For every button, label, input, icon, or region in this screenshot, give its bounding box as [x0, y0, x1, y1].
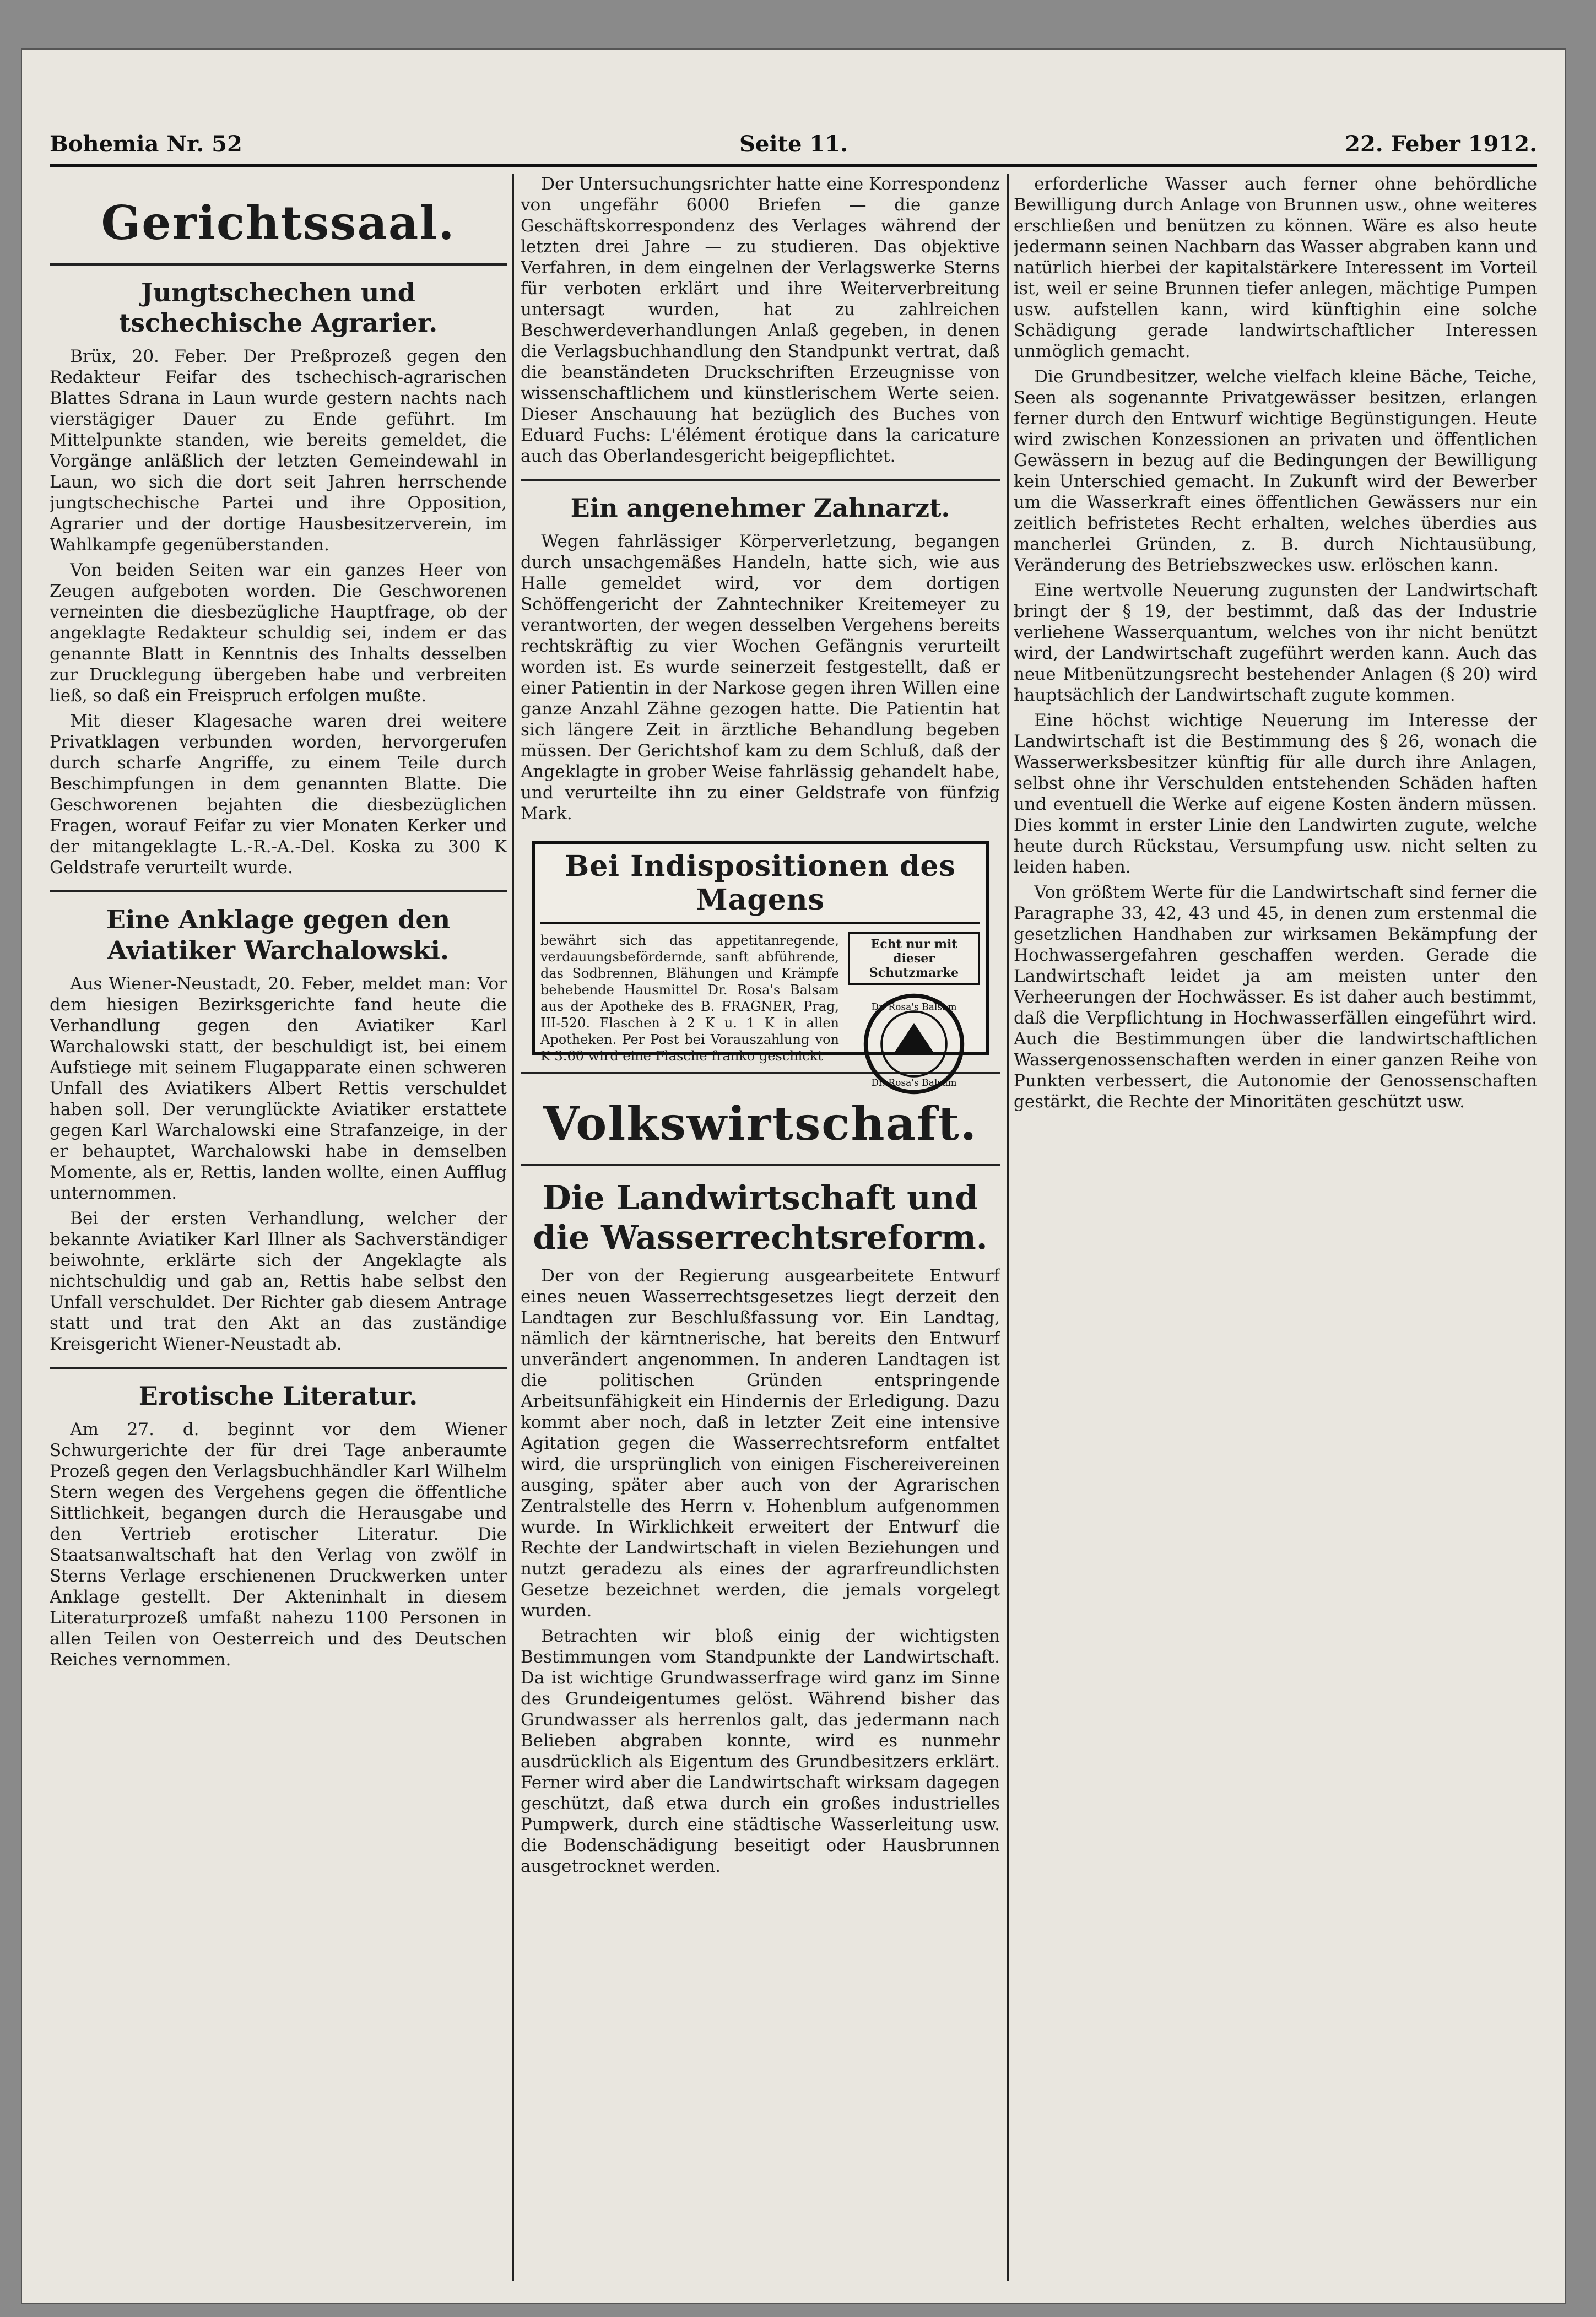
article-paragraph: erforderliche Wasser auch ferner ohne behördliche Bewilligung durch Anlage von Brunnen usw., ohne weiteres erschließen und benützen zu können. Wäre es also heute jedermann seinen Nachbarn das Wasser abgraben kann und natürlich hierbei der kapitalstärkere Interessent im Vorteil ist, weil er seine Brunnen tiefer anlegen, mächtige Pumpen usw. aufstellen kann, wird künftighin eine solche Schädigung gerade landwirtschaftlicher Interessen unmöglich gemacht.: [1014, 174, 1537, 361]
ad-body: [540, 932, 980, 1100]
divider: [521, 1164, 1000, 1166]
article-title-wasserrechtsreform: Die Landwirtschaft und die Wasserrechtsreform.: [533, 1179, 988, 1258]
header-page-number: Seite 11.: [739, 131, 848, 157]
divider: [50, 890, 507, 892]
column-separator-2: [1007, 174, 1009, 2281]
column-1: [50, 174, 507, 2281]
ad-trademark-note: Echt nur mit dieser Schutzmarke: [848, 932, 980, 985]
column-3: [1014, 174, 1537, 2281]
ad-text: [540, 932, 839, 1100]
article-paragraph: Der von der Regierung ausgearbeitete Entwurf eines neuen Wasserrechtsgesetzes liegt derzeit den Landtagen zur Beschlußfassung vor. Ein Landtag, nämlich der kärntnerische, hat bereits den Entwurf unverändert angenommen. In anderen Landtagen ist die politischen Gründen entspringende Arbeitsunfähigkeit ein Hindernis der Erledigung. Dazu kommt aber noch, daß in letzter Zeit eine intensive Agitation gegen die Wasserrechtsreform entfaltet wird, die ursprünglich von einigen Fischereivereinen ausging, später aber auch von der Agrarischen Zentralstelle des Herrn v. Hohenblum aufgenommen wurde. In Wirklichkeit erweitert der Entwurf die Rechte der Landwirtschaft in vielen Beziehungen und nutzt geradezu als eines der agrarfreundlichsten Gesetze bezeichnet werden, die jemals vorgelegt wurden.: [521, 1266, 1000, 1621]
article-title-warchalowski: Eine Anklage gegen den Aviatiker Warchalowski.: [106, 905, 451, 965]
divider: [521, 479, 1000, 481]
header-date: 22. Feber 1912.: [1345, 131, 1537, 157]
article-paragraph: Mit dieser Klagesache waren drei weitere Privatklagen verbunden worden, hervorgerufen durch scharfe Angriffe, zu einem Teile durch Beschimpfungen in dem genannten Blatte. Die Geschworenen bejahten die diesbezüglichen Fragen, worauf Feifar zu vier Monaten Kerker und der mitangeklagte L.-R.-A.-Del. Koska zu 300 K Geldstrafe verurteilt wurde.: [50, 711, 507, 878]
seal-text-top: Dr. Rosa's Balsam: [871, 1001, 957, 1013]
ad-headline: Bei Indispositionen des Magens: [540, 849, 980, 924]
trademark-seal-icon: [862, 992, 966, 1096]
section-title-gerichtssaal: Gerichtssaal.: [101, 196, 456, 250]
ad-copy: bewährt sich das appetitanregende, verdauungsbefördernde, sanft abführende, das Sodbrennen, Blähungen und Krämpfe behebende Hausmittel Dr. Rosa's Balsam aus der Apotheke des B. FRAGNER, Prag, III-520. Flaschen à 2 K u. 1 K in allen Apotheken. Per Post bei Vorauszahlung von K 3.60 wird eine Flasche franko geschickt: [540, 933, 839, 1064]
divider: [50, 263, 507, 266]
article-title-zahnarzt: Ein angenehmer Zahnarzt.: [570, 493, 950, 523]
section-title-volkswirtschaft: Volkswirtschaft.: [543, 1096, 978, 1151]
article-paragraph: Aus Wiener-Neustadt, 20. Feber, meldet man: Vor dem hiesigen Bezirksgerichte fand heute die Verhandlung gegen den Aviatiker Karl Warchalowski statt, der beschuldigt ist, bei einem Aufstiege mit seinem Flugapparate einen schweren Unfall des Aviatikers Albert Rettis verschuldet haben soll. Der verunglückte Aviatiker erstattete gegen Karl Warchalowski eine Strafanzeige, in der er behauptet, Warchalowski habe in demselben Momente, als er, Rettis, landen wollte, einen Aufflug unternommen.: [50, 973, 507, 1203]
column-2: [521, 174, 1000, 2281]
advertisement-balsam: [532, 841, 989, 1089]
article-paragraph: Wegen fahrlässiger Körperverletzung, begangen durch unsachgemäßes Handeln, hatte sich, wie aus Halle gemeldet wird, vor dem dortigen Schöffengericht der Zahntechniker Kreitemeyer zu verantworten, der wegen desselben Vergehens bereits rechtskräftig zu vier Wochen Gefängnis verurteilt worden ist. Es wurde seinerzeit festgestellt, daß er einer Patientin in der Narkose gegen ihren Willen eine ganze Anzahl Zähne gezogen hatte. Die Patientin hat sich längere Zeit in ärztliche Behandlung begeben müssen. Der Gerichtshof kam zu dem Schluß, daß der Angeklagte in grober Weise fahrlässig gehandelt habe, und verurteilte ihn zu einer Geldstrafe von fünfzig Mark.: [521, 532, 1000, 824]
article-paragraph: Am 27. d. beginnt vor dem Wiener Schwurgerichte der für drei Tage anberaumte Prozeß gegen den Verlagsbuchhändler Karl Wilhelm Stern wegen des Vergehens gegen die öffentliche Sittlichkeit, begangen durch die Herausgabe und den Vertrieb erotischer Literatur. Die Staatsanwaltschaft hat den Verlag von zwölf in Sterns Verlage erschienenen Druckwerken unter Anklage gestellt. Der Akteninhalt in diesem Literaturprozeß umfaßt nahezu 1100 Personen in allen Teilen von Oesterreich und des Deutschen Reiches vernommen.: [50, 1419, 507, 1670]
article-title-jungtschechen: Jungtschechen und tschechische Agrarier.: [118, 278, 438, 338]
article-paragraph: Von größtem Werte für die Landwirtschaft sind ferner die Paragraphe 33, 42, 43 und 45, in denen zum erstenmal die gesetzlichen Handhaben zur wirksamen Bekämpfung der Hochwassergefahren geschaffen werden. Gerade die Landwirtschaft leidet ja am meisten unter den Verheerungen der Hochwässer. Es ist daher auch bestimmt, daß die Verpflichtung in Hochwasserfällen eingeführt wird. Auch die Bestimmungen über die landwirtschaftlichen Wassergenossenschaften werden in einer ganzen Reihe von Punkten verbessert, die Autonomie der Genossenschaften gestärkt, die Rechte der Minoritäten geschützt usw.: [1014, 883, 1537, 1112]
page-header: [50, 124, 1537, 157]
article-title-erotische-literatur: Erotische Literatur.: [138, 1381, 418, 1411]
article-paragraph: Von beiden Seiten war ein ganzes Heer von Zeugen aufgeboten worden. Die Geschworenen verneinten die diesbezügliche Hauptfrage, ob der angeklagte Redakteur schuldig sei, indem er das genannte Blatt in Kenntnis des Inhalts desselben zur Drucklegung übergeben habe und verbreiten ließ, so daß ein Freispruch erfolgen mußte.: [50, 560, 507, 706]
article-paragraph: Die Grundbesitzer, welche vielfach kleine Bäche, Teiche, Seen als sogenannte Privatgewässer besitzen, erlangen ferner durch den Entwurf wichtige Begünstigungen. Heute wird zwischen Konzessionen an privaten und öffentlichen Gewässern in bezug auf die Bedingungen der Bewilligung kein Unterschied gemacht. In Zukunft wird der Bewerber um die Wasserkraft eines öffentlichen Gewässers nur ein zeitlich befristetes Recht erhalten, welches überdies aus mancherlei Gründen, z. B. durch Nichtausübung, Veränderung des Betriebszweckes usw. erlöschen kann.: [1014, 367, 1537, 575]
header-rule: [50, 164, 1537, 167]
article-paragraph: Der Untersuchungsrichter hatte eine Korrespondenz von ungefähr 6000 Briefen — die ganze Geschäftskorrespondenz des Verlages während der letzten drei Jahre — zu studieren. Das objektive Verfahren, in dem eingelnen der Verlagswerke Sterns für verboten erklärt und ihre Weiterverbreitung untersagt wurden, hat zu zahlreichen Beschwerdeverhandlungen Anlaß gegeben, in denen die Verlagsbuchhandlung den Standpunkt vertrat, daß die beanständeten Druckschriften Erzeugnisse von wissenschaftlichem und künstlerischem Werte seien. Dieser Anschauung hat bezüglich des Buches von Eduard Fuchs: L'élément érotique dans la caricature auch das Oberlandesgericht beigepflichtet.: [521, 174, 1000, 466]
ad-side: [848, 932, 980, 1100]
header-issue: Bohemia Nr. 52: [50, 131, 242, 157]
column-separator-1: [512, 174, 514, 2281]
article-paragraph: Betrachten wir bloß einig der wichtigsten Bestimmungen vom Standpunkte der Landwirtschaft. Da ist wichtige Grundwasserfrage wird ganz im Sinne des Grundeigentumes gelöst. Während bisher das Grundwasser als herrenlos galt, das jedermann nach Belieben abgraben konnte, wird es nunmehr ausdrücklich als Eigentum des Grundbesitzers erklärt. Ferner wird aber die Landwirtschaft wirksam dagegen geschützt, daß etwa durch ein großes industrielles Pumpwerk, durch eine städtische Wasserleitung usw. die Bodenschädigung beseitigt oder Hausbrunnen ausgetrocknet werden.: [521, 1626, 1000, 1877]
article-paragraph: Brüx, 20. Feber. Der Preßprozeß gegen den Redakteur Feifar des tschechisch-agrarischen Blattes Sdrana in Laun wurde gestern nachts nach vierstägiger Dauer zu Ende geführt. Im Mittelpunkte standen, wie bereits gemeldet, die Vorgänge anläßlich der letzten Gemeindewahl in Laun, wo sich die dort seit Jahren herrschende jungtschechische Partei und ihre Opposition, Agrarier und der dortige Hausbesitzerverein, im Wahlkampfe gegenüberstanden.: [50, 347, 507, 555]
divider: [50, 1367, 507, 1369]
newspaper-page: [22, 50, 1565, 2303]
seal-text-bottom: Dr. Rosa's Balsam: [871, 1078, 957, 1089]
article-paragraph: Bei der ersten Verhandlung, welcher der bekannte Aviatiker Karl Illner als Sachverständiger beiwohnte, erklärte sich der Angeklagte als nichtschuldig und gab an, Rettis habe selbst den Unfall verschuldet. Der Richter gab diesem Antrage statt und trat den Akt an das zuständige Kreisgericht Wiener-Neustadt ab.: [50, 1208, 507, 1354]
article-paragraph: Eine wertvolle Neuerung zugunsten der Landwirtschaft bringt der § 19, der bestimmt, daß das der Industrie verliehene Wasserquantum, welches von ihr nicht benützt wird, der Landwirtschaft zugeführt werden kann. Auch das neue Mitbenützungsrecht bestehender Anlagen (§ 20) wird hauptsächlich der Landwirtschaft zugute kommen.: [1014, 581, 1537, 705]
article-paragraph: Eine höchst wichtige Neuerung im Interesse der Landwirtschaft ist die Bestimmung des § 26, wonach die Wasserwerksbesitzer künftig für alle durch ihre Anlagen, selbst ohne ihr Verschulden entstehenden Schäden haften und eventuell die Werke auf eigene Kosten ändern müssen. Dies kommt in erster Linie den Landwirten zugute, welche heute durch Rückstau, Versumpfung usw. nicht selten zu leiden haben.: [1014, 711, 1537, 877]
